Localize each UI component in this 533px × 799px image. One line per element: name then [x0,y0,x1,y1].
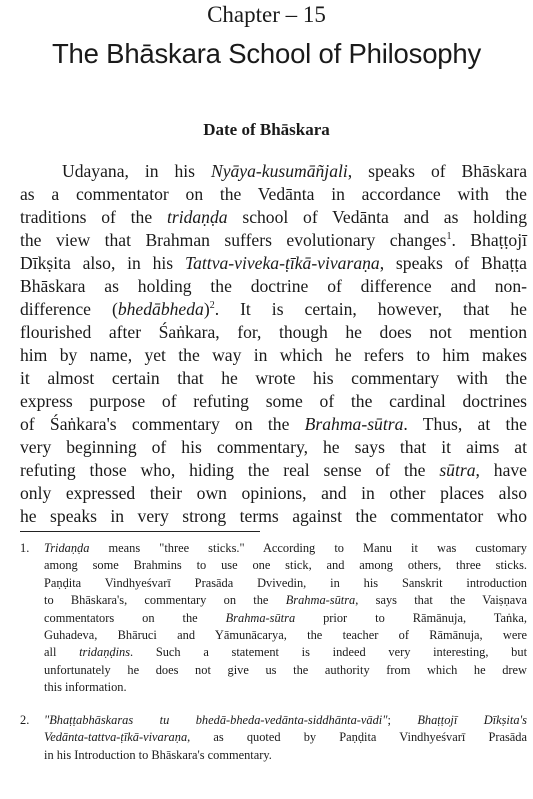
footnote-line: commentators on the Brahma-sūtra prior to Rāmānuja, Taṅka, [44,610,527,625]
footnote-divider [20,531,260,532]
footnote-line: to Bhāskara's, commentary on the Brahma-sūtra, says that the Vaiṣṇava [44,593,527,608]
footnote-line: Paṇḍita Vindhyeśvarī Prasāda Dvivedin, in his Sanskrit introduction [44,575,527,590]
body-line: refuting those who, hiding the real sense of the sūtra, have [20,460,527,480]
section-heading: Date of Bhāskara [203,120,330,139]
footnote-line: Tridaṇḍa means "three sticks." According to Manu it was customary [44,541,527,555]
body-line: difference (bhedābheda)$^2$. It is certain, however, that he [20,299,527,319]
footnote-line: "Bhaṭṭabhāskaras tu bhedā-bheda-vedānta-siddhānta-vādi"; Bhaṭṭojī Dīkṣita's [44,713,527,727]
body-line: only expressed their own opinions, and in other places also [20,483,527,503]
chapter-title: The Bhāskara School of Philosophy [51,38,482,69]
footnote-line: in his Introduction to Bhāskara's commentary. [44,747,272,762]
body-line: Dīkṣita also, in his Tattva-viveka-ṭīkā-vivaraṇa, speaks of Bhaṭṭa [20,253,527,273]
body-line: he speaks in very strong terms against the commentator who [20,506,527,526]
footnote-ref-2[interactable]: 2 [209,300,215,312]
footnote-ref-1[interactable]: 1 [446,231,452,243]
body-line: him by name, yet the way in which he refers to him makes [20,345,527,365]
footnote-line: unfortunately he does not give us the authority from which he drew [44,662,527,677]
body-line: very beginning of his commentary, he says that it aims at [20,437,527,457]
footnote-line: this information. [44,680,127,695]
footnote-line: all tridaṇḍins. Such a statement is indeed very interesting, but [44,645,528,660]
footnote-number: 2. [20,713,30,727]
body-line: traditions of the tridaṇḍa school of Vedānta and as holding [20,207,527,227]
body-line: it almost certain that he wrote his commentary with the [20,368,527,388]
body-line: Bhāskara as holding the doctrine of difference and non- [20,276,527,296]
footnote-number: 1. [20,541,30,555]
body-line: Udayana, in his Nyāya-kusumāñjali, speaks of Bhāskara [62,161,527,181]
body-line: the view that Brahman suffers evolutionary changes$^1$. Bhaṭṭojī [20,230,527,250]
body-text [20,160,527,528]
body-line: as a commentator on the Vedānta in accordance with the [20,184,527,204]
body-line: express purpose of refuting some of the cardinal doctrines [20,391,527,411]
footnote-line: Vedānta-tattva-ṭīkā-vivaraṇa, as quoted by Paṇḍita Vindhyeśvarī Prasāda [44,730,527,745]
footnote-line: Guhadeva, Bhāruci and Yāmunācarya, the teacher of Rāmānuja, were [44,627,527,642]
footnote-line: among some Brahmins to use one stick, and among others, three sticks. [44,558,527,573]
body-line: flourished after Śaṅkara, for, though he does not mention [20,322,527,342]
chapter-number: Chapter – 15 [207,2,326,27]
body-line: of Śaṅkara's commentary on the Brahma-sūtra. Thus, at the [20,414,527,434]
